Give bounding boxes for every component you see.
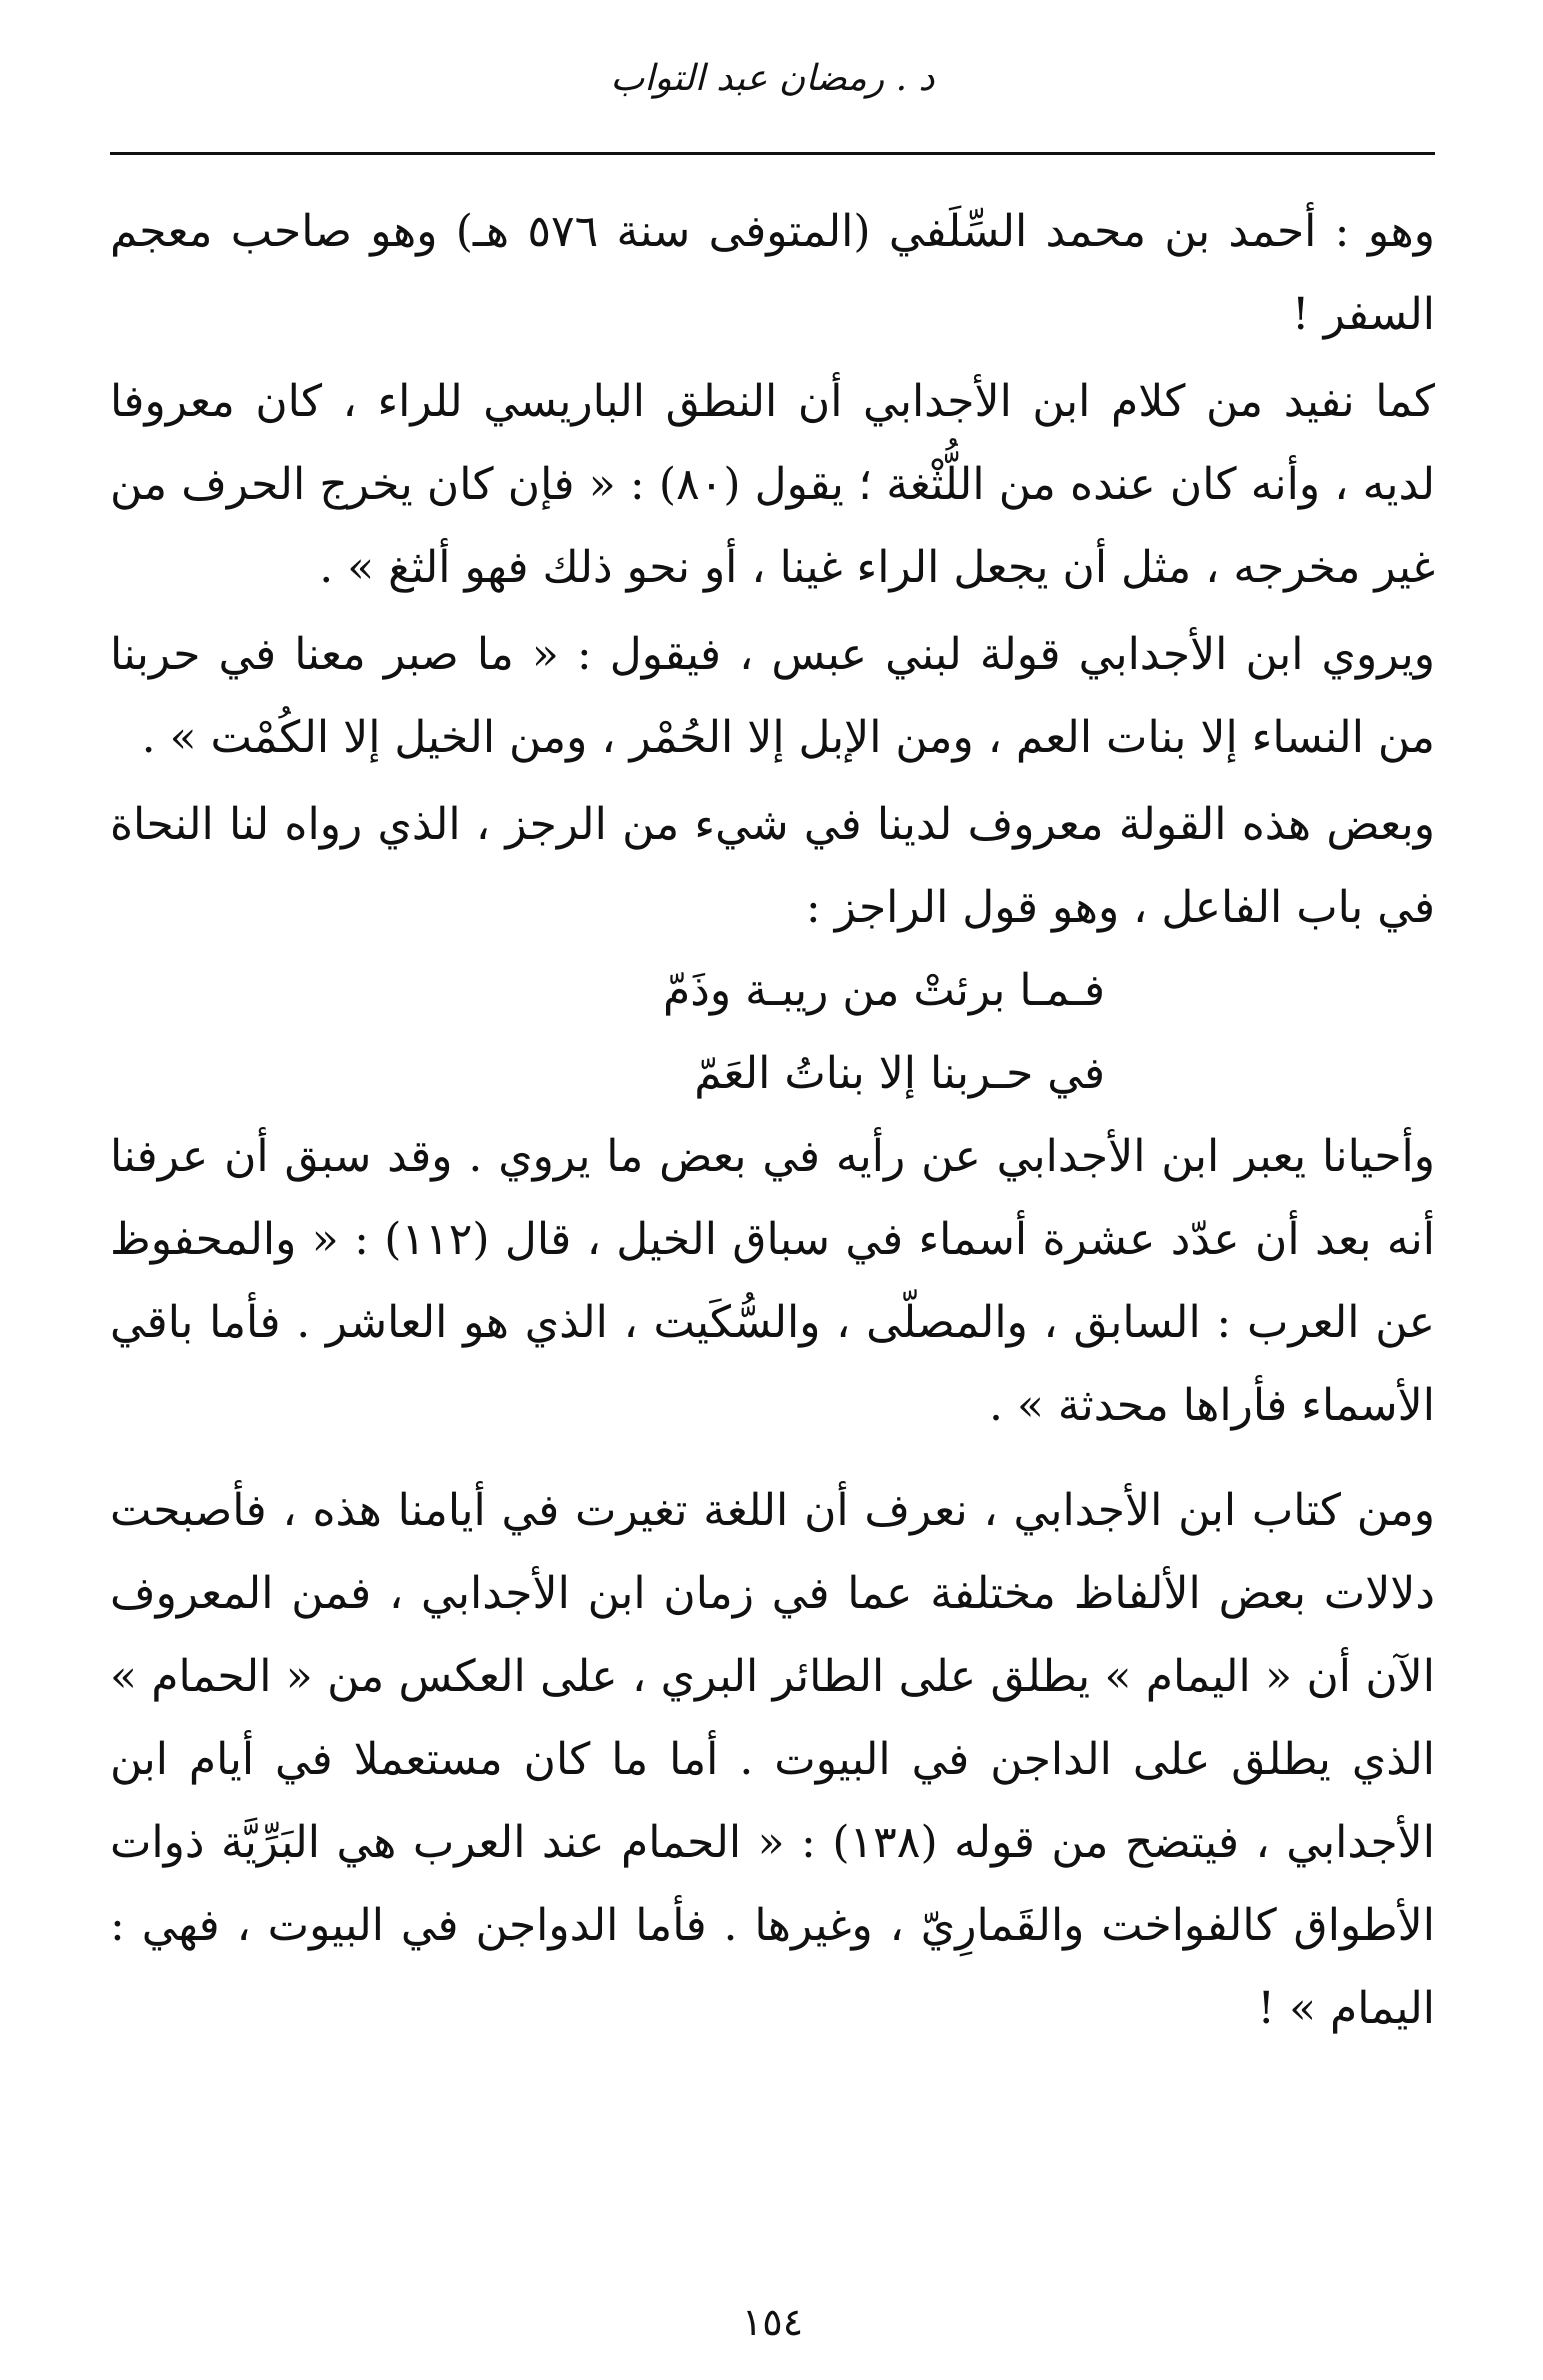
- paragraph: كما نفيد من كلام ابن الأجدابي أن النطق الباريسي للراء ، كان معروفا لديه ، وأنه كان عنده من اللُّثْغة ؛ يقول (٨٠) : « فإن كان يخرج الحرف من غير مخرجه ، مثل أن يجعل الراء غينا ، أو نحو ذلك فهو ألثغ » .: [110, 376, 1436, 593]
- paragraph: وهو : أحمد بن محمد السِّلَفي (المتوفى سنة ٥٧٦ هـ) وهو صاحب معجم السفر !: [110, 206, 1435, 340]
- page-number: ١٥٤: [741, 2300, 804, 2344]
- running-head: د . رمضان عبد التواب: [610, 58, 935, 99]
- verse-line: فـمـا برئتْ من ريبـة وذَمّ: [663, 965, 1105, 1016]
- paragraph: ومن كتاب ابن الأجدابي ، نعرف أن اللغة تغيرت في أيامنا هذه ، فأصبحت دلالات بعض الألفاظ مختلفة عما في زمان ابن الأجدابي ، فمن المعروف الآن أن « اليمام » يطلق على الطائر البري ، على العكس من « الحمام » الذي يطلق على الداجن في البيوت . أما ما كان مستعملا في أيام ابن الأجدابي ، فيتضح من قوله (١٣٨) : « الحمام عند العرب هي البَرِّيَّة ذوات الأطواق كالفواخت والقَمارِيّ ، وغيرها . فأما الدواجن في البيوت ، فهي : اليمام » !: [110, 1485, 1435, 2034]
- body-text: [110, 190, 1435, 2050]
- paragraph: وأحيانا يعبر ابن الأجدابي عن رأيه في بعض ما يروي . وقد سبق أن عرفنا أنه بعد أن عدّد عشرة أسماء في سباق الخيل ، قال (١١٢) : « والمحفوظ عن العرب : السابق ، والمصلّى ، والسُّكَيت ، الذي هو العاشر . فأما باقي الأسماء فأراها محدثة » .: [110, 1131, 1435, 1431]
- verse-line: في حـربنا إلا بناتُ العَمّ: [694, 1048, 1105, 1099]
- book-page: [110, 40, 1436, 2344]
- paragraph: ويروي ابن الأجدابي قولة لبني عبس ، فيقول : « ما صبر معنا في حربنا من النساء إلا بنات العم ، ومن الإبل إلا الحُمْر ، ومن الخيل إلا الكُمْت » .: [110, 629, 1435, 763]
- header-rule: [110, 152, 1435, 155]
- verse-block: [110, 949, 1435, 1115]
- paragraph: وبعض هذه القولة معروف لدينا في شيء من الرجز ، الذي رواه لنا النحاة في باب الفاعل ، وهو قول الراجز :: [110, 799, 1435, 933]
